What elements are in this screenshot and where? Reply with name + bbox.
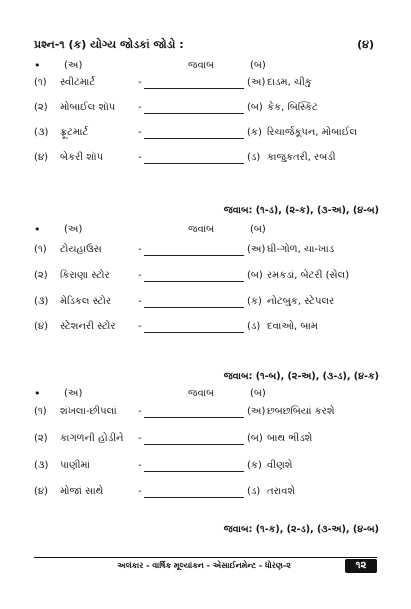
row-number: (૪) <box>34 321 49 332</box>
row-number: (૪) <box>34 486 49 497</box>
left-item: મોબાઈલ શૉપ <box>60 102 116 113</box>
answer-blank[interactable] <box>144 255 244 256</box>
match-row <box>34 127 379 143</box>
option-letter: (ડ) <box>247 152 261 163</box>
left-item: કિરાણા સ્ટોર <box>60 270 110 281</box>
option-letter: (બ) <box>247 433 263 444</box>
footer-text: અલંકાર - વાર્ષિક મૂલ્યાંકન - એસાઈનમેન્ટ - ધોરણ-૨ <box>117 561 291 570</box>
dash: - <box>138 296 142 307</box>
row-number: (૧) <box>34 406 47 417</box>
left-item: પાણીમાં <box>60 460 91 471</box>
match-row <box>34 460 379 476</box>
section-3-header <box>34 388 374 402</box>
dash: - <box>138 321 142 332</box>
answer-column-label: જવાબ <box>188 60 215 71</box>
right-item: રિચાર્જકૂપન, મોબાઈલ <box>267 127 358 138</box>
section-1-header <box>34 60 374 74</box>
option-letter: (બ) <box>247 102 263 113</box>
right-item: કેક, બિસ્કિટ <box>267 102 318 113</box>
row-number: (૩) <box>34 127 49 138</box>
dash: - <box>138 460 142 471</box>
match-row <box>34 244 379 260</box>
dash: - <box>138 127 142 138</box>
match-row <box>34 296 379 312</box>
answer-blank[interactable] <box>144 163 244 164</box>
column-b-label: (બ) <box>250 388 266 399</box>
page-number: ૧૨ <box>345 559 377 573</box>
row-number: (૨) <box>34 433 48 444</box>
answer-blank[interactable] <box>144 88 244 89</box>
bullet-icon: • <box>34 387 41 400</box>
row-number: (૨) <box>34 102 48 113</box>
column-a-label: (અ) <box>64 388 83 399</box>
question-marks: (૪) <box>357 38 374 51</box>
answer-column-label: જવાબ <box>188 224 215 235</box>
match-row <box>34 270 379 286</box>
answer-blank[interactable] <box>144 281 244 282</box>
option-letter: (અ) <box>247 244 266 255</box>
question-title-row <box>34 38 374 52</box>
match-row <box>34 152 379 168</box>
answer-blank[interactable] <box>144 332 244 333</box>
left-item: સ્વીટમાર્ટ <box>60 77 96 88</box>
option-letter: (અ) <box>247 406 266 417</box>
right-item: દાડમ, ચીકુ <box>267 77 312 88</box>
footer-divider <box>34 557 377 558</box>
bullet-icon: • <box>34 223 41 236</box>
dash: - <box>138 486 142 497</box>
left-item: ટોયહાઉસ <box>60 244 102 255</box>
question-title: પ્રશ્ન-૧ (ક) યોગ્ય જોડકાં જોડો : <box>34 38 184 51</box>
dash: - <box>138 152 142 163</box>
bullet-icon: • <box>34 59 41 72</box>
dash: - <box>138 244 142 255</box>
section-2-header <box>34 224 374 238</box>
match-row <box>34 406 379 422</box>
answer-key: જવાબ: (૧-ડ), (૨-ક), (૩-અ), (૪-બ) <box>223 205 379 216</box>
row-number: (૧) <box>34 77 47 88</box>
right-item: વીણશે <box>267 460 293 471</box>
answer-blank[interactable] <box>144 497 244 498</box>
dash: - <box>138 270 142 281</box>
answer-blank[interactable] <box>144 417 244 418</box>
left-item: ફ્રૂટમાર્ટ <box>60 127 89 138</box>
right-item: રમકડાં, બેટરી (સેલ) <box>267 270 350 281</box>
option-letter: (ક) <box>247 460 262 471</box>
right-item: દવાઓ, બામ <box>267 321 318 332</box>
dash: - <box>138 433 142 444</box>
dash: - <box>138 102 142 113</box>
answer-blank[interactable] <box>144 138 244 139</box>
column-b-label: (બ) <box>250 60 266 71</box>
column-a-label: (અ) <box>64 60 83 71</box>
right-item: ઘી-ગોળ, ચા-ખાંડ <box>267 244 335 255</box>
answer-blank[interactable] <box>144 307 244 308</box>
column-a-label: (અ) <box>64 224 83 235</box>
answer-key: જવાબ: (૧-બ), (૨-અ), (૩-ડ), (૪-ક) <box>223 371 379 382</box>
left-item: બેકરી શૉપ <box>60 152 104 163</box>
right-item: કાજુકતરી, રબડી <box>267 152 336 163</box>
left-item: કાગળની હોડીને <box>60 433 124 444</box>
option-letter: (ડ) <box>247 486 261 497</box>
left-item: મોજાં સાથે <box>60 486 104 497</box>
dash: - <box>138 77 142 88</box>
left-item: સ્ટેશનરી સ્ટોર <box>60 321 116 332</box>
option-letter: (બ) <box>247 270 263 281</box>
row-number: (૪) <box>34 152 49 163</box>
right-item: નોટબુક, સ્ટેપલર <box>267 296 335 307</box>
answer-key: જવાબ: (૧-ક), (૨-ડ), (૩-અ), (૪-બ) <box>223 524 379 535</box>
right-item: બાથ ભીડશે <box>267 433 313 444</box>
right-item: છબછબિયાં કરશે <box>267 406 335 417</box>
left-item: શંખલા-છીપલાં <box>60 406 117 417</box>
row-number: (૩) <box>34 460 49 471</box>
left-item: મેડિકલ સ્ટોર <box>60 296 112 307</box>
answer-blank[interactable] <box>144 444 244 445</box>
match-row <box>34 102 379 118</box>
row-number: (૩) <box>34 296 49 307</box>
match-row <box>34 321 379 337</box>
match-row <box>34 77 379 93</box>
option-letter: (ડ) <box>247 321 261 332</box>
dash: - <box>138 406 142 417</box>
answer-blank[interactable] <box>144 113 244 114</box>
match-row <box>34 486 379 502</box>
option-letter: (ક) <box>247 296 262 307</box>
answer-column-label: જવાબ <box>188 388 215 399</box>
right-item: તરાવશે <box>267 486 296 497</box>
column-b-label: (બ) <box>250 224 266 235</box>
answer-blank[interactable] <box>144 471 244 472</box>
match-row <box>34 433 379 449</box>
row-number: (૧) <box>34 244 47 255</box>
row-number: (૨) <box>34 270 48 281</box>
option-letter: (અ) <box>247 77 266 88</box>
option-letter: (ક) <box>247 127 262 138</box>
